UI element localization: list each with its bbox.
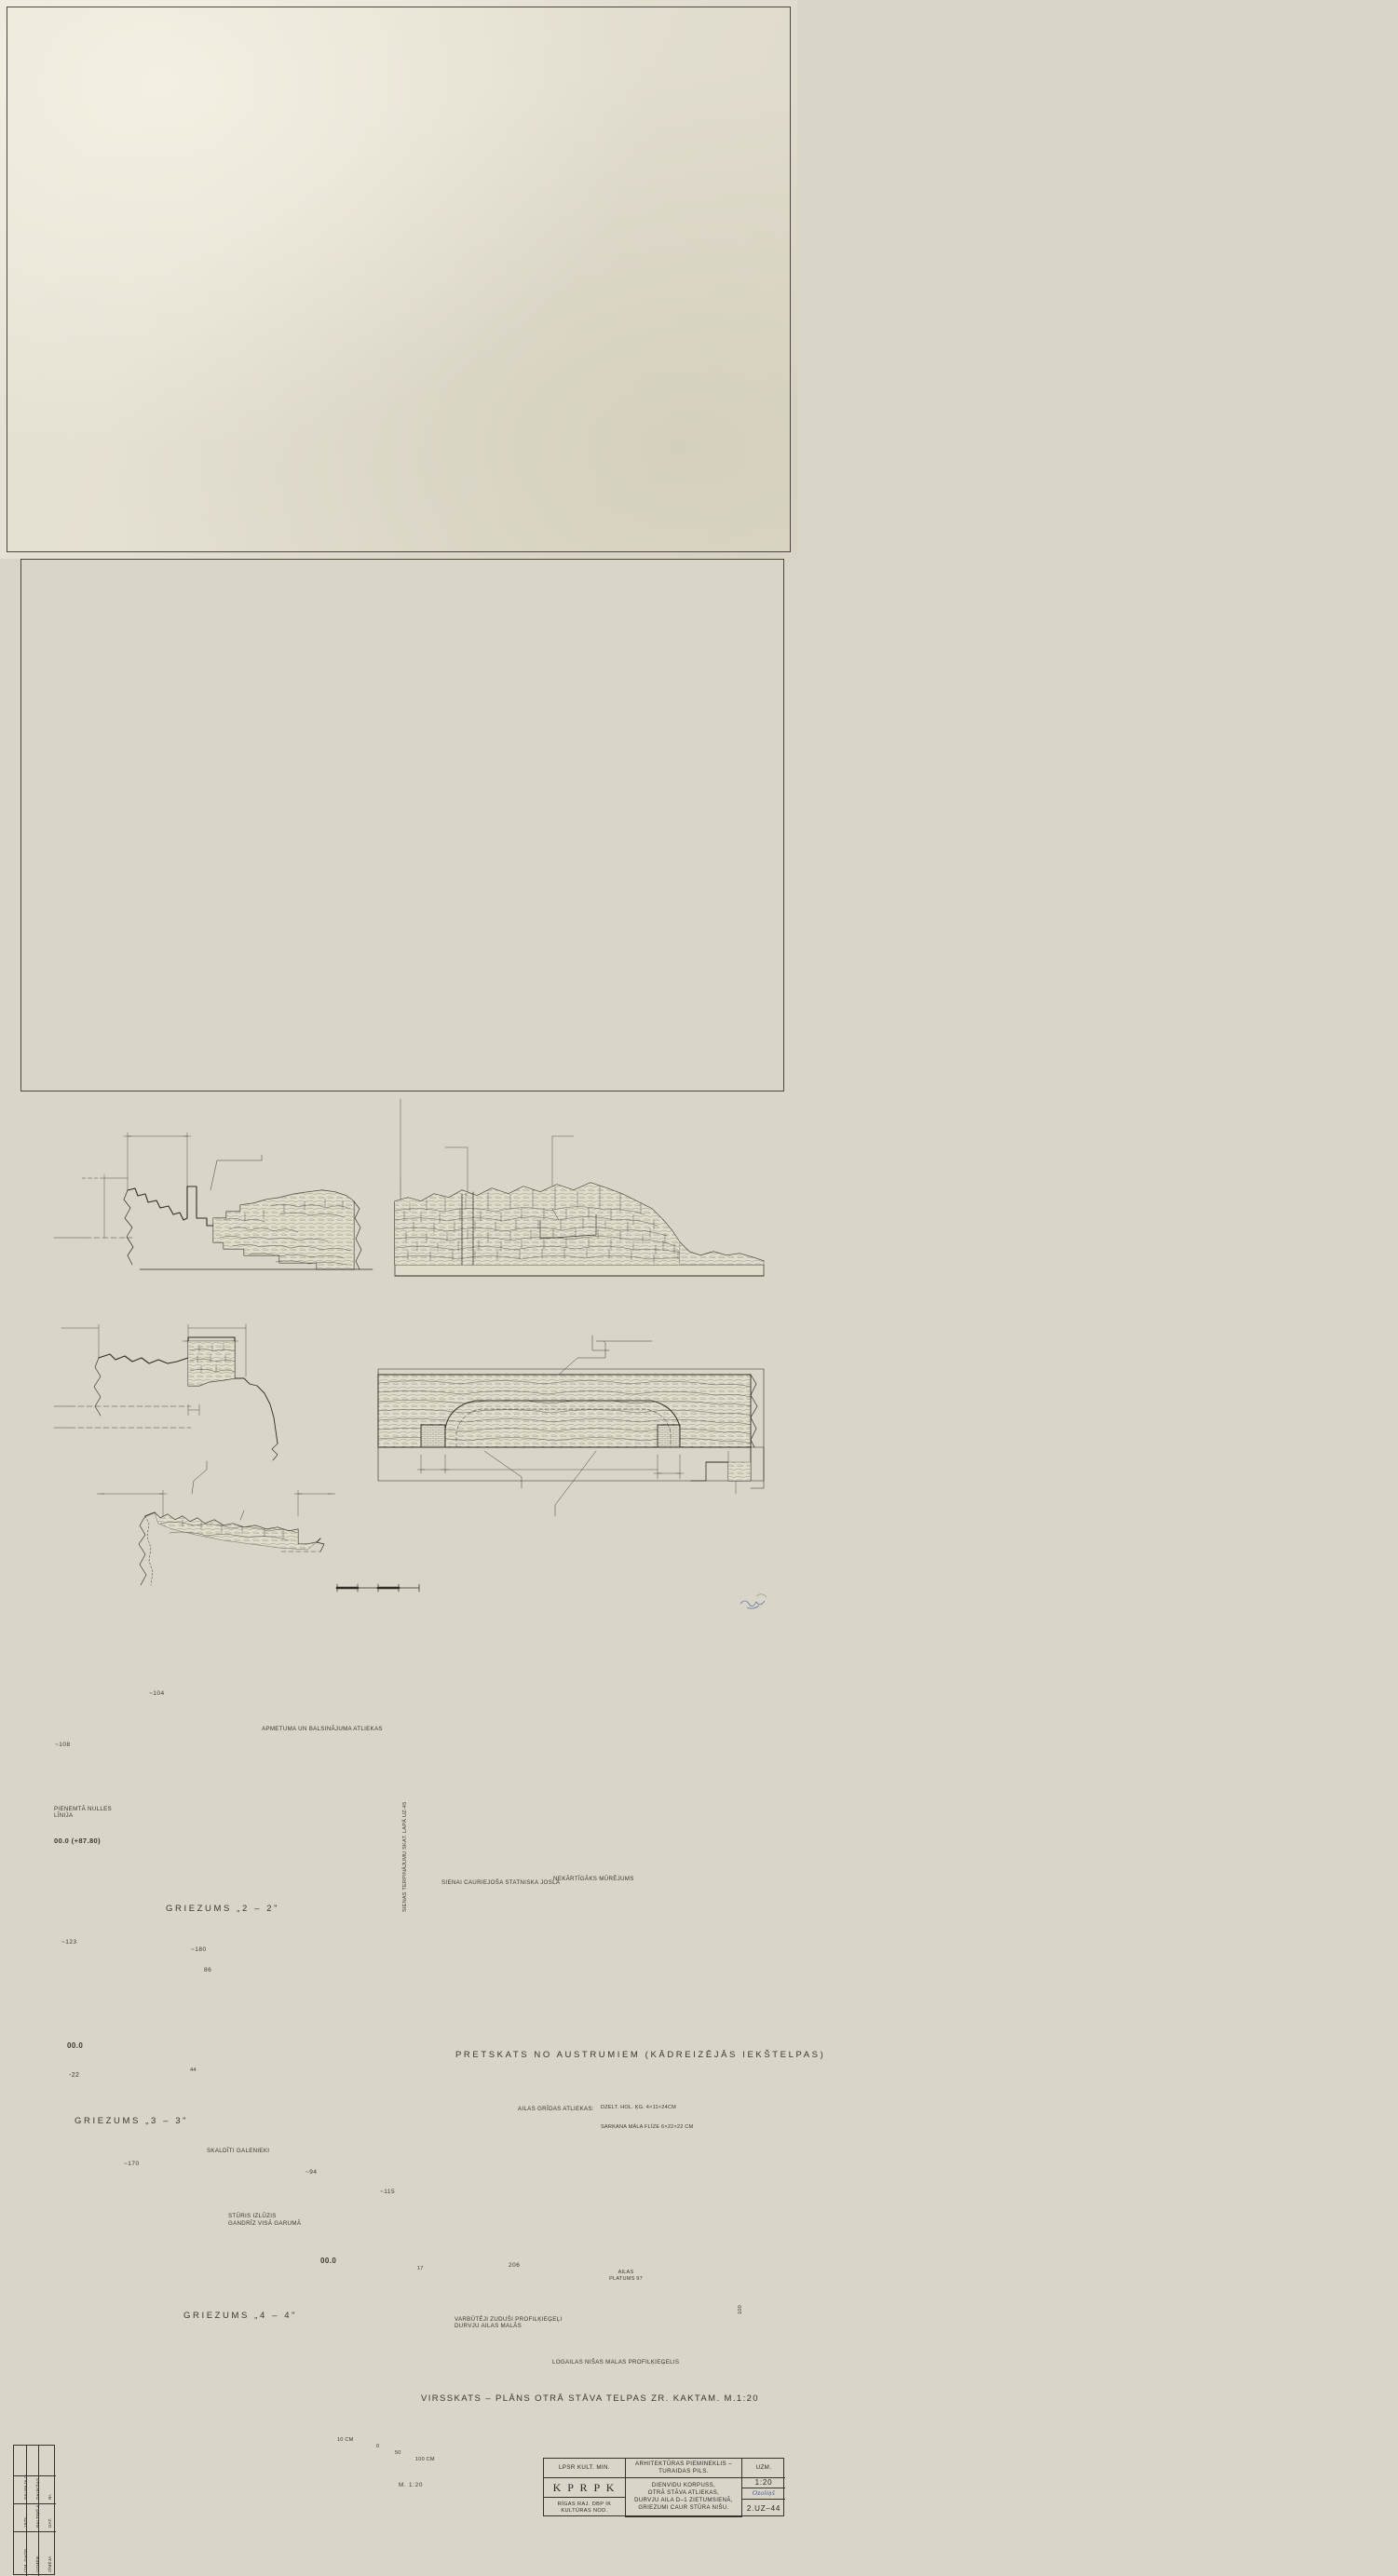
dim-104: ~104 [149,1690,165,1697]
sheet-frame-outer [7,7,791,552]
note-statniska-josla: SIENAI CAURIEJOŠA STATNISKA JOSLA [441,1879,561,1887]
note-profilkiegeli: VARBŪTĒJI ZUDUŠI PROFILĶIEĢEĻI DURVJU AILAS MALĀS [455,2315,563,2330]
dim-108: ~108 [55,1742,71,1749]
dim-180: ~180 [191,1946,207,1953]
title-pretskats: PRETSKATS NO AUSTRUMIEM (KĀDREIZĒJĀS IEKŠTELPAS) [455,2049,826,2060]
stamp-label-2: ZĪMĒJA [48,2556,52,2573]
title-virsskats: VIRSSKATS – PLĀNS OTRĀ STĀVA TELPAS ZR. KAKTAM. M.1:20 [421,2393,759,2404]
dim-115: ~115 [380,2189,396,2196]
scalebar-tick-0: 0 [376,2443,380,2449]
dim-17: 17 [417,2266,424,2272]
stamp-value-0: 1975 [23,2517,28,2529]
elev-00-0-c: 00.0 [320,2257,337,2266]
dim-ailas-platums: AILAS PLATUMS 97 [609,2269,643,2282]
elev-minus-22: -22 [69,2071,80,2079]
note-apmetums: APMETUMA UN BALSINĀJUMA ATLIEKAS [262,1726,383,1733]
title-griezums-2-2: GRIEZUMS „2 – 2" [166,1903,280,1914]
title-griezums-3-3: GRIEZUMS „3 – 3" [75,2115,189,2126]
tb-signature [742,2488,785,2500]
scalebar-left-label: 10 CM [337,2436,354,2443]
dim-100: 100 [738,2304,743,2314]
tb-drawing-subject: DIENVIDU KORPUSS, OTRĀ STĀVA ATLIEKAS, DURVJU AILA D–1 ZIETUMSIENĀ, GRIEZUMI CAUR STŪRA NIŠU. [626,2478,742,2517]
title-griezums-4-4: GRIEZUMS „4 – 4" [183,2311,298,2322]
note-logailas-nisa: LOGAILAS NIŠAS MALAS PROFILĶIEĢELIS [552,2359,680,2366]
note-nekartigaks-murejums: NEKĀRTĪGĀKS MŪRĒJUMS [553,1875,634,1882]
tb-org-ministry: LPSR KULT. MIN. [544,2459,626,2478]
tb-sheet-number: 2.UZ–44 [746,2503,781,2513]
sheet-frame-inner [20,559,784,1091]
dim-170: ~170 [124,2161,140,2168]
note-tile-size: SARKANA MĀLA FLĪZE 6×22×22 CM [601,2124,694,2131]
dim-94: ~94 [305,2168,318,2176]
tb-kprpk: K P R P K [544,2478,626,2498]
note-sienas-terpinajumi: SIENAS TERPINĀJUMU SKAT. LAPĀ UZ-45 [402,1801,408,1913]
scalebar-tick-50: 50 [395,2449,401,2456]
note-ailas-gridas-atliekas: AILAS GRĪDAS ATLIEKAS: [518,2105,594,2112]
tb-signature-text: Ozoliņš [752,2489,776,2498]
dim-206: 206 [509,2262,521,2270]
elev-00-0-b: 00.0 [67,2040,84,2050]
scalebar-tick-100: 100 CM [415,2456,435,2462]
side-stamp [13,2445,55,2575]
tb-scale: 1:20 [742,2478,785,2488]
note-zero-line: PIEŅEMTĀ NULLES LĪNIJA [54,1806,112,1820]
stamp-label-4: Nr. [48,2493,52,2501]
stamp-value-2: BALTIŅŠ A. [35,2503,40,2529]
dim-86: 86 [204,1966,212,1973]
stamp-label-0: IZM. GADS [23,2549,28,2573]
dim-44: 44 [190,2067,197,2073]
elevation-value: 00.0 (+87.80) [54,1837,102,1846]
tb-uzm-label: UZM. [742,2459,785,2478]
scalebar-scale: M. 1:20 [399,2481,424,2488]
stamp-label-1: UZMĒR. [35,2555,40,2573]
stamp-label-3: DAT. [48,2517,52,2529]
tb-monument-name: ARHITEKTŪRAS PIEMINEKLIS – TURAIDAS PILS. [626,2459,742,2478]
linework [0,1078,797,1637]
note-brick-size: DZELT. HOL. ĶG. 4×11×24CM [601,2105,676,2111]
title-block [543,2458,784,2516]
dim-123: ~123 [61,1938,77,1946]
tb-department: RĪGAS RAJ. DBP IK KULTŪRAS NOD. [544,2498,626,2517]
note-sturis-izluzis: STŪRIS IZLŪZIS GANDRĪZ VISĀ GARUMĀ [228,2213,302,2227]
stamp-value-3: SALNAJA O. [23,2474,28,2501]
note-skalditi-galenieki: SKALDĪTI GALENIEKI [207,2147,270,2154]
stamp-value-4: DAUKŠAS I. [35,2474,40,2501]
